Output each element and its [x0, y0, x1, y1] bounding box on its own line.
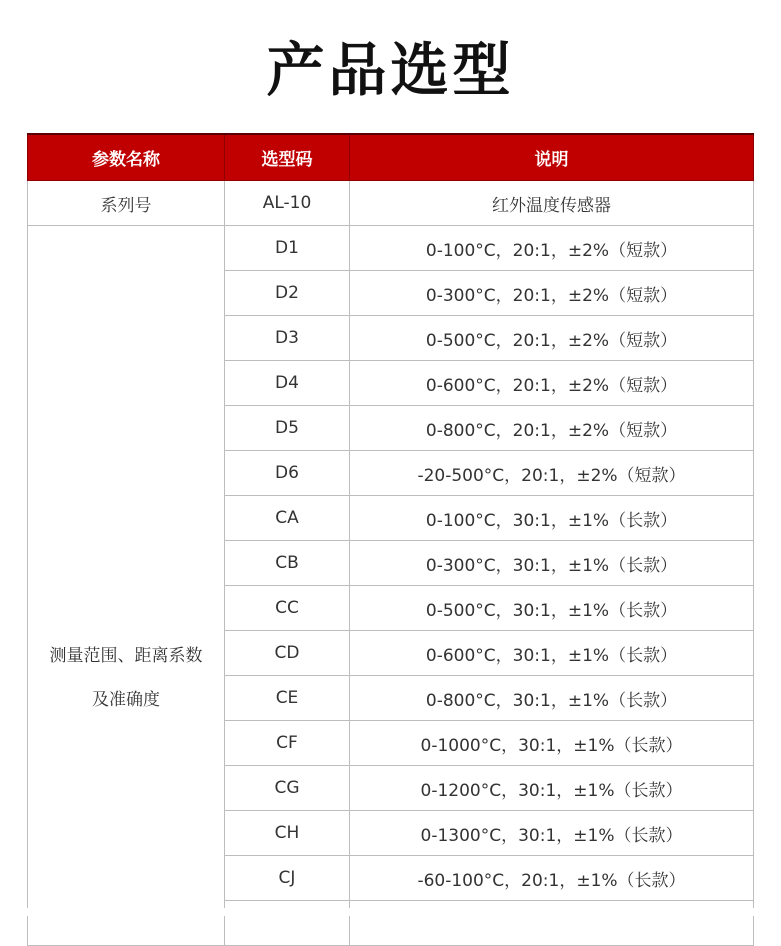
page-title: 产品选型 [266, 36, 515, 104]
series-param: 系列号 [28, 181, 225, 226]
bottom-edge [0, 908, 781, 916]
header-param-name: 参数名称 [28, 134, 225, 181]
selection-code: D6 [225, 451, 350, 496]
option-description: 0-1300°C，30:1，±1%（长款） [350, 811, 754, 856]
header-description: 说明 [350, 134, 754, 181]
option-description: 0-500°C，20:1，±2%（短款） [350, 316, 754, 361]
table-row [28, 226, 754, 271]
group-param-line1: 测量范围、距离系数 [49, 646, 203, 666]
selection-code: CB [225, 541, 350, 586]
table-header [28, 134, 754, 181]
option-description: 0-300°C，30:1，±1%（长款） [350, 541, 754, 586]
option-description: -60-100°C，20:1，±1%（长款） [350, 856, 754, 901]
option-description: 0-500°C，30:1，±1%（长款） [350, 586, 754, 631]
option-description: 0-600°C，30:1，±1%（长款） [350, 631, 754, 676]
selection-code: CD [225, 631, 350, 676]
selection-code: CA [225, 496, 350, 541]
option-description: 0-800°C，20:1，±2%（短款） [350, 406, 754, 451]
table-body [28, 181, 754, 946]
option-description: 0-1200°C，30:1，±1%（长款） [350, 766, 754, 811]
selection-code: CJ [225, 856, 350, 901]
group-param-line2: 及准确度 [92, 690, 160, 710]
option-description: 0-100°C，20:1，±2%（短款） [350, 226, 754, 271]
selection-code: CH [225, 811, 350, 856]
series-code: AL-10 [225, 181, 350, 226]
selection-code: D2 [225, 271, 350, 316]
group-param-cell [28, 226, 225, 946]
selection-code: D4 [225, 361, 350, 406]
option-description: -20-500°C，20:1，±2%（短款） [350, 451, 754, 496]
option-description: 0-300°C，20:1，±2%（短款） [350, 271, 754, 316]
option-description: 0-1000°C，30:1，±1%（长款） [350, 721, 754, 766]
selection-code: D5 [225, 406, 350, 451]
option-description: 0-600°C，20:1，±2%（短款） [350, 361, 754, 406]
selection-code: CG [225, 766, 350, 811]
selection-code: D3 [225, 316, 350, 361]
selection-code: CC [225, 586, 350, 631]
header-selection-code: 选型码 [225, 134, 350, 181]
table-row [28, 181, 754, 226]
series-description: 红外温度传感器 [350, 181, 754, 226]
option-description: 0-800°C，30:1，±1%（长款） [350, 676, 754, 721]
option-description: 0-100°C，30:1，±1%（长款） [350, 496, 754, 541]
product-selection-table [27, 133, 754, 946]
selection-code: CF [225, 721, 350, 766]
selection-code: D1 [225, 226, 350, 271]
selection-code: CE [225, 676, 350, 721]
